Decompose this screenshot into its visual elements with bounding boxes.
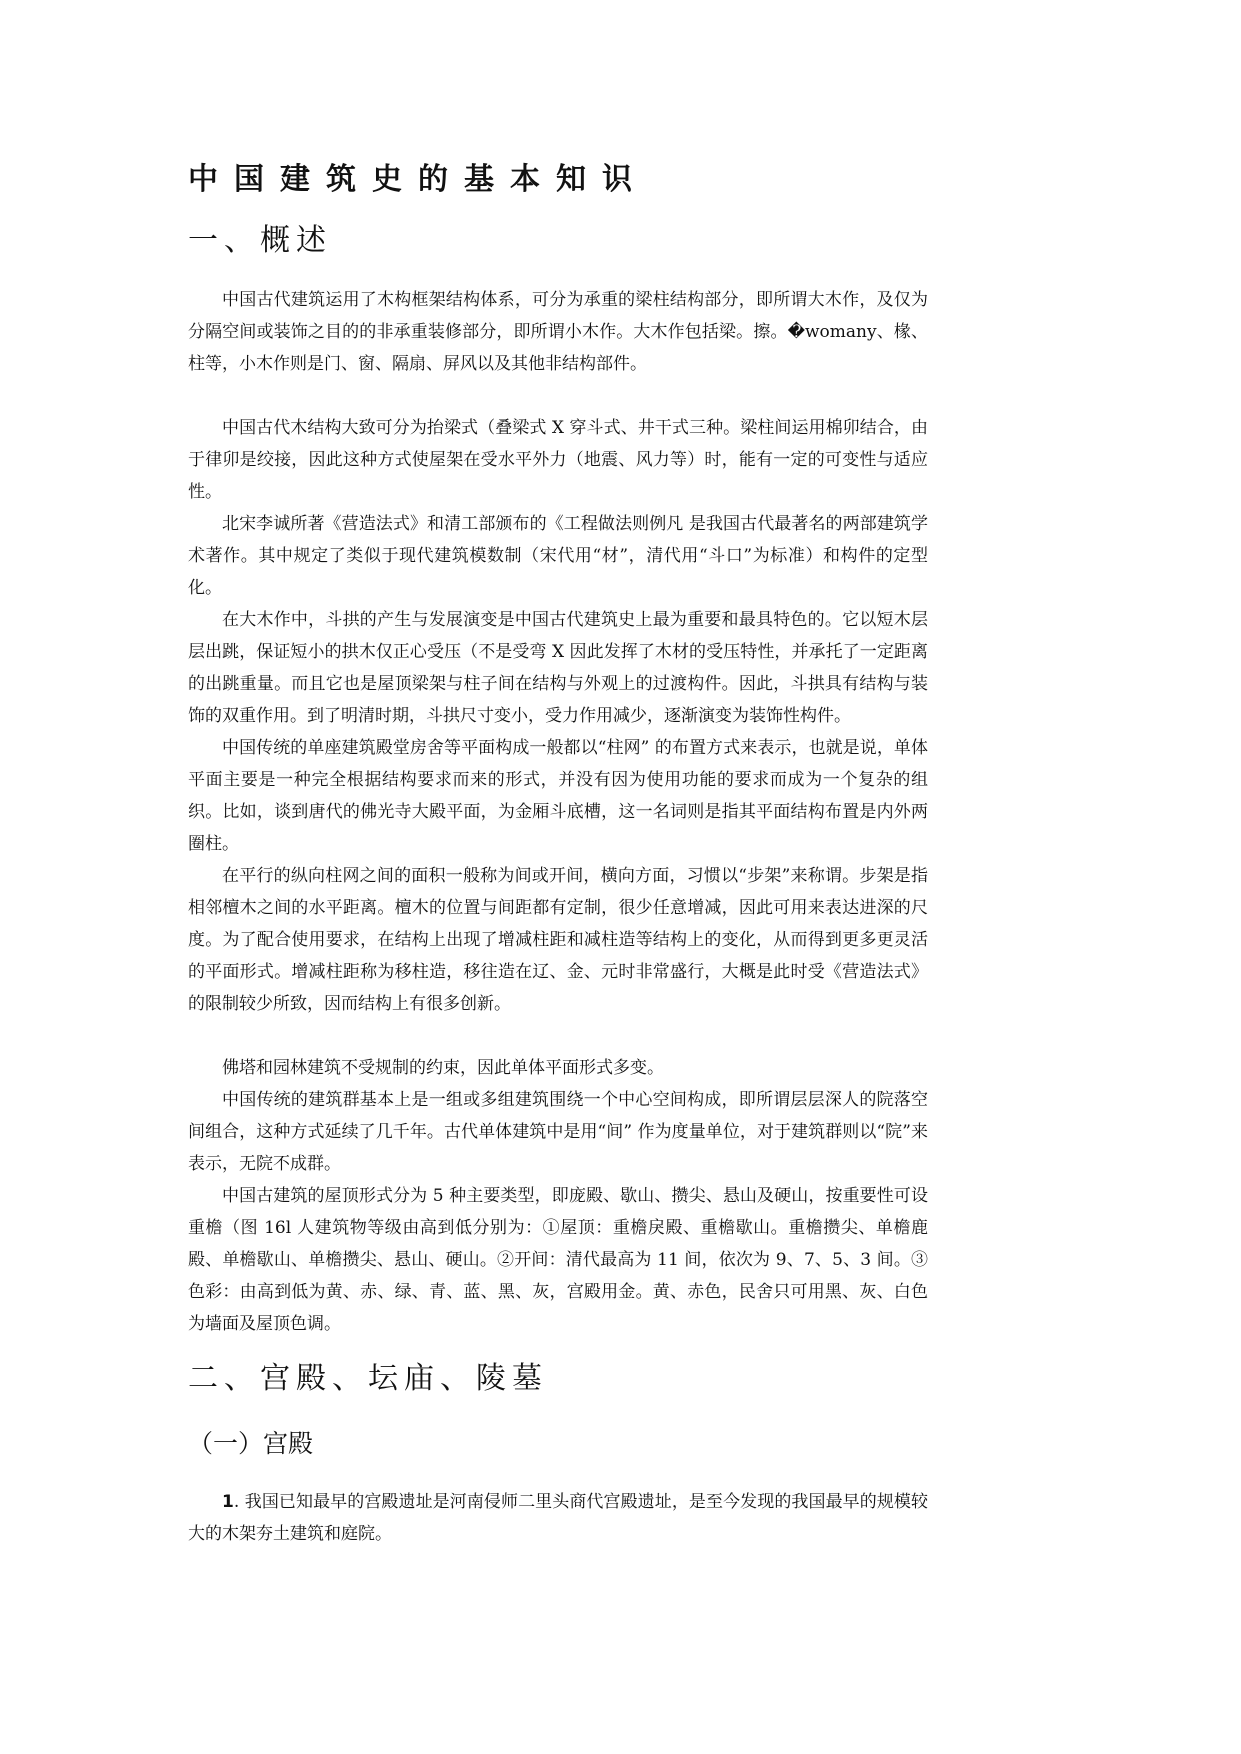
paragraph: 在平行的纵向柱网之间的面积一般称为间或开间，横向方面，习惯以“步架”来称谓。步架是指相邻檀木之间的水平距离。檀木的位置与间距都有定制，很少任意增减，因此可用来表达进深的尺度。为了配合使用要求，在结构上出现了增减柱距和减柱造等结构上的变化，从而得到更多更灵活的平面形式。增减柱距称为移柱造，移往造在辽、金、元时非常盛行，大概是此时受《营造法式》的限制较少所致，因而结构上有很多创新。 [188, 866, 928, 1014]
paragraph-gap [188, 380, 928, 412]
document-body [188, 160, 928, 1550]
paragraph: 中国古建筑的屋顶形式分为 5 种主要类型，即庞殿、歇山、攒尖、悬山及硬山，按重要性可设重檐（图 16l 人建筑物等级由高到低分别为：①屋顶：重檐戾殿、重檐歇山。重檐攒尖、单檐鹿殿、单檐歇山、单檐攒尖、悬山、硬山。②开间：清代最高为 11 间，依次为 9、7、5、3 间。③色彩：由高到低为黄、赤、绿、青、蓝、黑、灰，宫殿用金。黄、赤色，民舍只可用黑、灰、白色为墙面及屋顶色调。 [188, 1186, 928, 1334]
paragraph: 中国传统的建筑群基本上是一组或多组建筑围绕一个中心空间构成，即所谓层层深人的院落空间组合，这种方式延续了几千年。古代单体建筑中是用“间” 作为度量单位，对于建筑群则以“院”来表示，无院不成群。 [188, 1090, 928, 1174]
paragraph-gap [188, 1020, 928, 1052]
paragraph: 中国古代建筑运用了木构框架结构体系，可分为承重的梁柱结构部分，即所谓大木作，及仅为分隔空间或装饰之目的的非承重装修部分，即所谓小木作。大木作包括梁。擦。�womany、椽、柱等，小木作则是门、窗、隔扇、屏风以及其他非结构部件。 [188, 290, 928, 374]
paragraph: 北宋李诚所著《营造法式》和清工部颁布的《工程做法则例凡 是我国古代最著名的两部建筑学术著作。其中规定了类似于现代建筑模数制（宋代用“材”，清代用“斗口”为标准）和构件的定型化。 [188, 514, 928, 598]
paragraph: 在大木作中，斗拱的产生与发展演变是中国古代建筑史上最为重要和最具特色的。它以短木层层出跳，保证短小的拱木仅正心受压（不是受弯 X 因此发挥了木材的受压特性，并承托了一定距离的出跳重量。而且它也是屋顶梁架与柱子间在结构与外观上的过渡构件。因此，斗拱具有结构与装饰的双重作用。到了明清时期，斗拱尺寸变小，受力作用减少，逐渐演变为装饰性构件。 [188, 610, 928, 726]
item-text: . 我国已知最早的宫殿遗址是河南侵师二里头商代宫殿遗址，是至今发现的我国最早的规模较大的木架夯土建筑和庭院。 [188, 1492, 928, 1544]
section-heading-palaces: 二、宫殿、坛庙、陵墓 [188, 1361, 548, 1396]
item-number: 1 [222, 1492, 234, 1512]
paragraph: 佛塔和园林建筑不受规制的约束，因此单体平面形式多变。 [222, 1058, 664, 1078]
numbered-paragraph [188, 1486, 928, 1550]
section-heading-overview: 一、概述 [188, 223, 332, 258]
subsection-heading-palace: （一）宫殿 [188, 1429, 314, 1458]
paragraph: 中国传统的单座建筑殿堂房舍等平面构成一般都以“柱网” 的布置方式来表示，也就是说，单体平面主要是一种完全根据结构要求而来的形式，并没有因为使用功能的要求而成为一个复杂的组织。比如，谈到唐代的佛光寺大殿平面，为金厢斗底槽，这一名词则是指其平面结构布置是内外两圈柱。 [188, 738, 928, 854]
paragraph: 中国古代木结构大致可分为抬梁式（叠梁式 X 穿斗式、井干式三种。梁柱间运用棉卯结合，由于律卯是绞接，因此这种方式使屋架在受水平外力（地震、风力等）时，能有一定的可变性与适应性。 [188, 418, 928, 502]
document-title: 中国建筑史的基本知识 [188, 162, 648, 197]
